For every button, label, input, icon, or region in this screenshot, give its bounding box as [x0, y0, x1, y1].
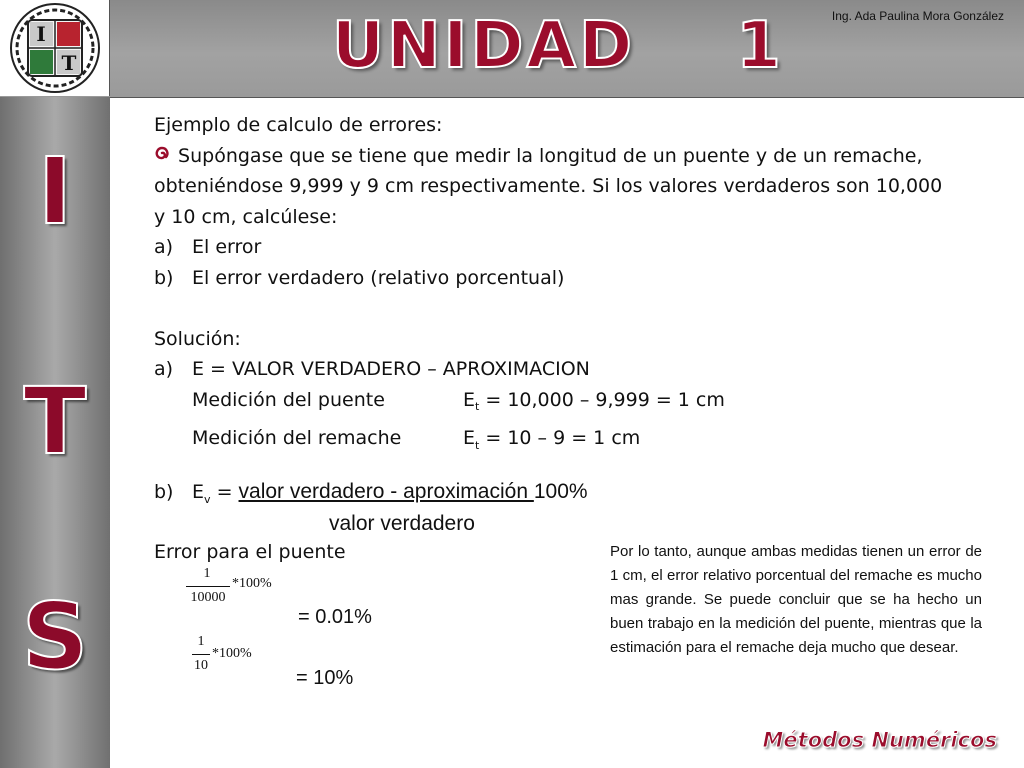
crest-logo-icon	[0, 0, 110, 96]
spacer	[154, 293, 1014, 324]
fraction-denominator: 10000	[190, 590, 226, 605]
rivet-label: Medición del remache	[192, 426, 402, 449]
course-title: Métodos Numéricos	[762, 728, 997, 752]
sidebar-letter-i: I	[37, 138, 73, 245]
rivet-equation: = 10 – 9 = 1 cm	[479, 426, 641, 449]
page-title: UNIDAD 1	[332, 9, 784, 83]
problem-text-1: Supóngase que se tiene que medir la longitud de un puente y de un remache,	[178, 144, 923, 167]
formula-numerator: valor verdadero - aproximación	[238, 480, 534, 503]
example-heading: Ejemplo de calculo de errores:	[154, 114, 443, 136]
problem-text-3: y 10 cm, calcúlese:	[154, 205, 338, 228]
formula-percent: 100%	[533, 480, 588, 503]
header-band	[0, 0, 1024, 98]
bridge-measurement	[154, 385, 1014, 423]
solution-a-text: E = VALOR VERDADERO – APROXIMACION	[192, 358, 590, 380]
formula-sub: v	[204, 492, 211, 506]
problem-line	[154, 141, 1014, 172]
fraction-multiplier: *100%	[232, 576, 272, 591]
question-item-a	[154, 232, 1014, 263]
item-text: El error	[192, 236, 262, 258]
rivet-sub: t	[475, 438, 480, 452]
sidebar-letter-t: T	[23, 368, 87, 475]
solution-b-label: b)	[154, 481, 174, 503]
result-rivet: = 10%	[296, 667, 354, 689]
question-item-b	[154, 263, 1014, 294]
error-bridge-heading: Error para el puente	[154, 541, 346, 563]
fraction-multiplier: *100%	[212, 646, 252, 661]
problem-text-2: obteniéndose 9,999 y 9 cm respectivamente. Si los valores verdaderos son 10,000	[154, 175, 943, 197]
logo-letter-i: I	[36, 22, 46, 46]
swirl-bullet-icon	[154, 145, 172, 163]
conclusion-paragraph: Por lo tanto, aunque ambas medidas tienen un error de 1 cm, el error relativo porcentual del remache es mucho mas grande. Se puede concluir que se ha hecho un buen trabajo en la medición del puente, mientras que la estimación para el remache deja mucho que desear.	[610, 543, 982, 656]
sidebar-letter-s: S	[21, 583, 89, 690]
solution-a-label: a)	[154, 358, 174, 380]
formula-e: E	[192, 481, 205, 503]
fraction-numerator: 1	[203, 566, 211, 581]
sidebar	[0, 97, 110, 768]
logo-letter-t: T	[61, 51, 77, 75]
fraction-denominator: 10	[194, 658, 208, 673]
rivet-measurement	[154, 423, 1014, 461]
its-crest-logo	[0, 0, 110, 96]
item-label: a)	[154, 236, 174, 258]
rivet-e: E	[463, 426, 476, 449]
bridge-equation: = 10,000 – 9,999 = 1 cm	[479, 388, 725, 411]
bridge-label: Medición del puente	[192, 388, 385, 411]
fraction-bar	[192, 654, 210, 655]
fraction-bridge	[184, 566, 294, 610]
item-text: El error verdadero (relativo porcentual)	[192, 266, 565, 289]
solution-a	[154, 354, 1014, 385]
formula-denominator: valor verdadero	[329, 512, 475, 535]
bridge-sub: t	[475, 400, 480, 414]
author-name: Ing. Ada Paulina Mora González	[831, 9, 1004, 23]
fraction-bar	[186, 586, 230, 587]
solution-heading: Solución:	[154, 327, 241, 350]
item-label: b)	[154, 266, 174, 289]
slide-body	[154, 110, 1014, 461]
result-bridge: = 0.01%	[298, 606, 372, 628]
fraction-numerator: 1	[197, 634, 205, 649]
formula-equals: =	[210, 481, 239, 503]
bridge-e: E	[463, 388, 476, 411]
relative-error-formula	[154, 480, 588, 506]
fraction-rivet	[190, 634, 280, 678]
